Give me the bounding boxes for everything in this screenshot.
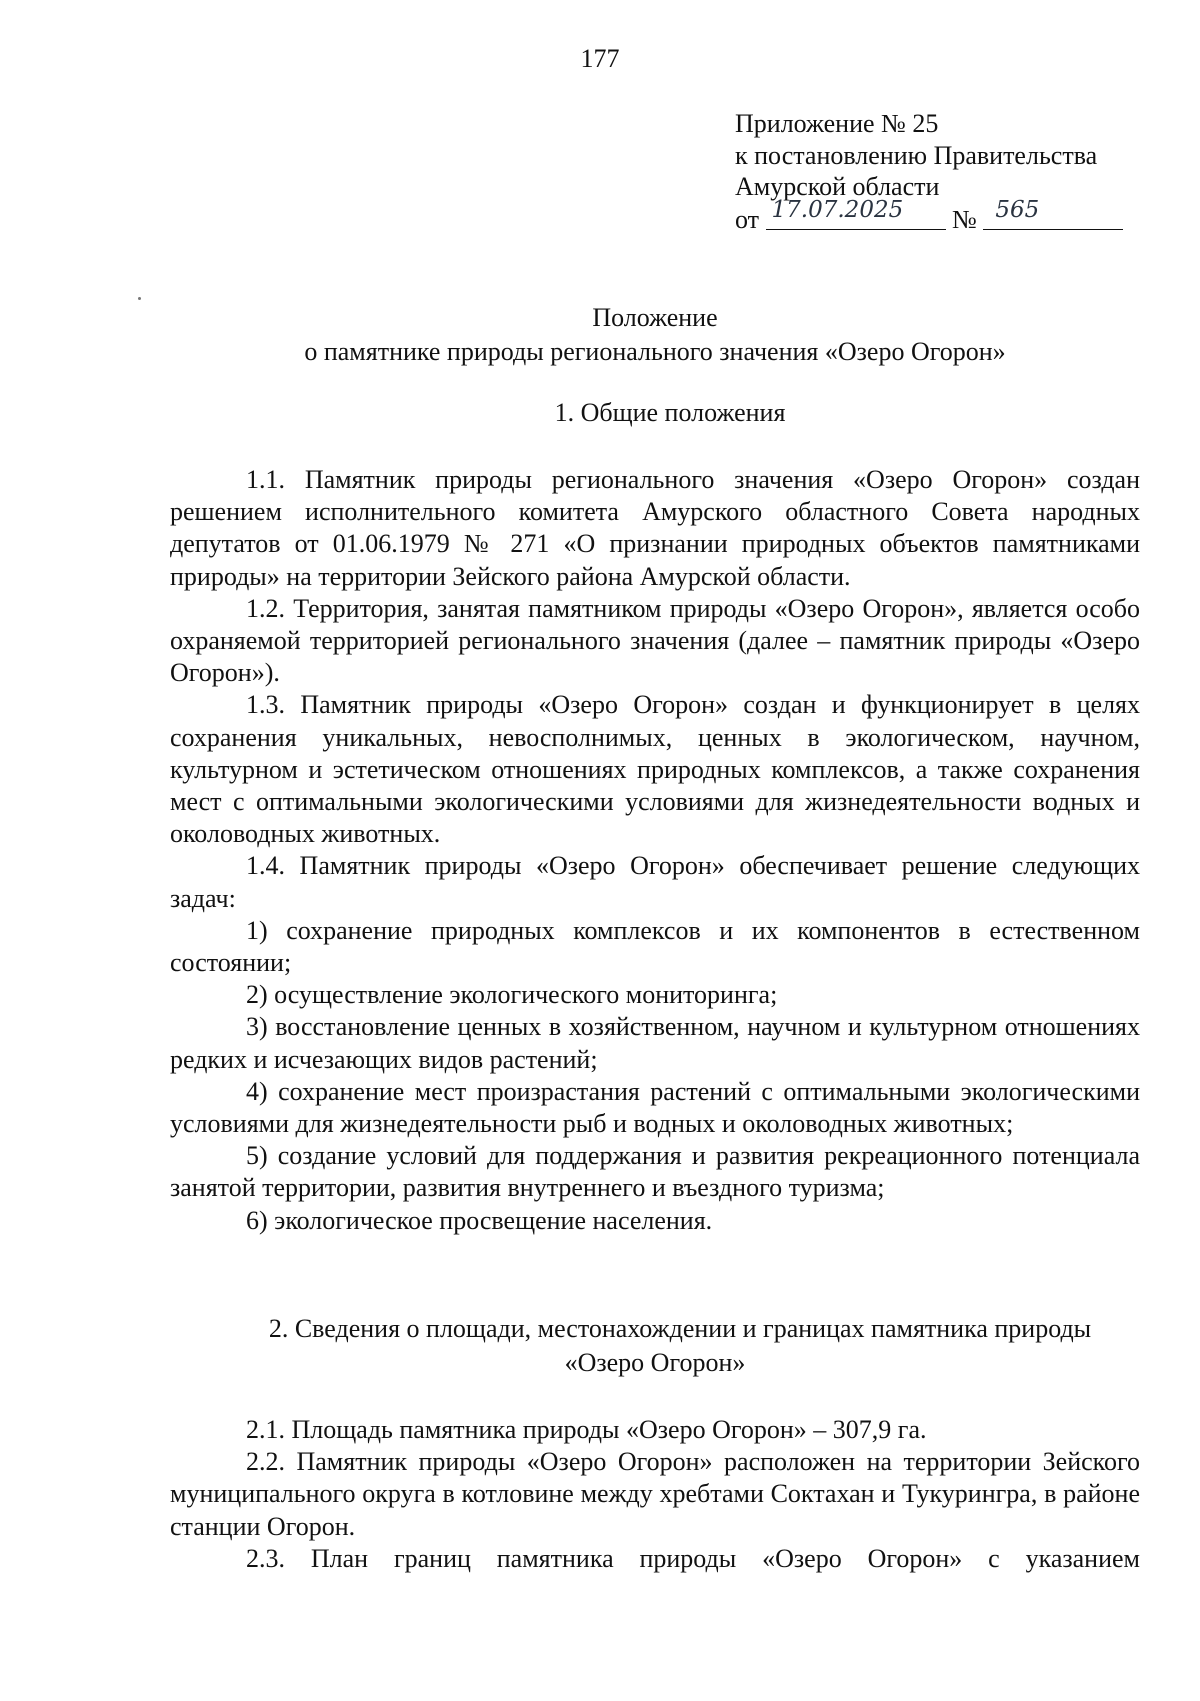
section-2-heading-line-2: «Озеро Огорон» [564,1348,746,1377]
paragraph-1-4: 1.4. Памятник природы «Озеро Огорон» обеспечивает решение следующих задач: [170,851,1140,913]
handwritten-number: 565 [995,197,1040,223]
list-item-5: 5) создание условий для поддержания и развития рекреационного потенциала занятой территории, развития внутреннего и въездного туризма; [170,1141,1140,1203]
date-prefix: от [735,204,760,234]
number-prefix: № [952,204,977,234]
page-number: 177 [580,44,620,73]
paragraph-2-2: 2.2. Памятник природы «Озеро Огорон» расположен на территории Зейского муниципального округа в котловине между хребтами Соктахан и Тукурингра, в районе станции Огорон. [170,1447,1140,1541]
handwritten-date: 17.07.2025 [771,197,904,223]
list-item-4: 4) сохранение мест произрастания растений с оптимальными экологическими условиями для жизнедеятельности рыб и водных и околоводных животных; [170,1076,1140,1139]
paragraph-2-1: 2.1. Площадь памятника природы «Озеро Огорон» – 307,9 га. [246,1415,927,1444]
section-2-heading-line-1: 2. Сведения о площади, местонахождении и границах памятника природы [268,1314,1092,1343]
document-title-line-1: Положение [592,303,718,332]
list-item-2: 2) осуществление экологического мониторинга; [246,980,778,1010]
scan-dot-mark [138,297,141,300]
appendix-block [735,108,1175,235]
paragraph-1-1: 1.1. Памятник природы регионального значения «Озеро Огорон» создан решением исполнительного комитета Амурского областного Совета народных депутатов от 01.06.1979 № 271 «О признании природных объектов памятниками природы» на территории Зейского района Амурской области. [170,465,1140,591]
section-1-heading: 1. Общие положения [554,398,786,427]
appendix-line-3: Амурской области [735,172,940,201]
section-2-body [170,1414,1140,1575]
date-field [766,197,946,230]
appendix-line-1: Приложение № 25 [735,109,939,138]
number-field [983,197,1123,230]
section-1-body [170,464,1140,1237]
appendix-date-line [735,197,1175,236]
list-item-1: 1) сохранение природных комплексов и их компонентов в естественном состоянии; [170,915,1140,978]
list-item-3: 3) восстановление ценных в хозяйственном, научном и культурном отношениях редких и исчезающих видов растений; [170,1012,1140,1074]
appendix-line-2: к постановлению Правительства [735,140,1098,170]
paragraph-1-3: 1.3. Памятник природы «Озеро Огорон» создан и функционирует в целях сохранения уникальных, невосполнимых, ценных в экологическом, научном, культурном и эстетическом отношениях природных комплексов, а также сохранения мест с оптимальными экологическими условиями для жизнедеятельности водных и околоводных животных. [170,690,1140,849]
document-title-line-2: о памятнике природы регионального значения «Озеро Огорон» [304,337,1006,366]
paragraph-2-3: 2.3. План границ памятника природы «Озеро Огорон» с указанием [246,1543,1140,1573]
paragraph-1-2: 1.2. Территория, занятая памятником природы «Озеро Огорон», является особо охраняемой территорией регионального значения (далее – памятник природы «Озеро Огорон»). [170,593,1140,688]
list-item-6: 6) экологическое просвещение населения. [246,1205,713,1235]
